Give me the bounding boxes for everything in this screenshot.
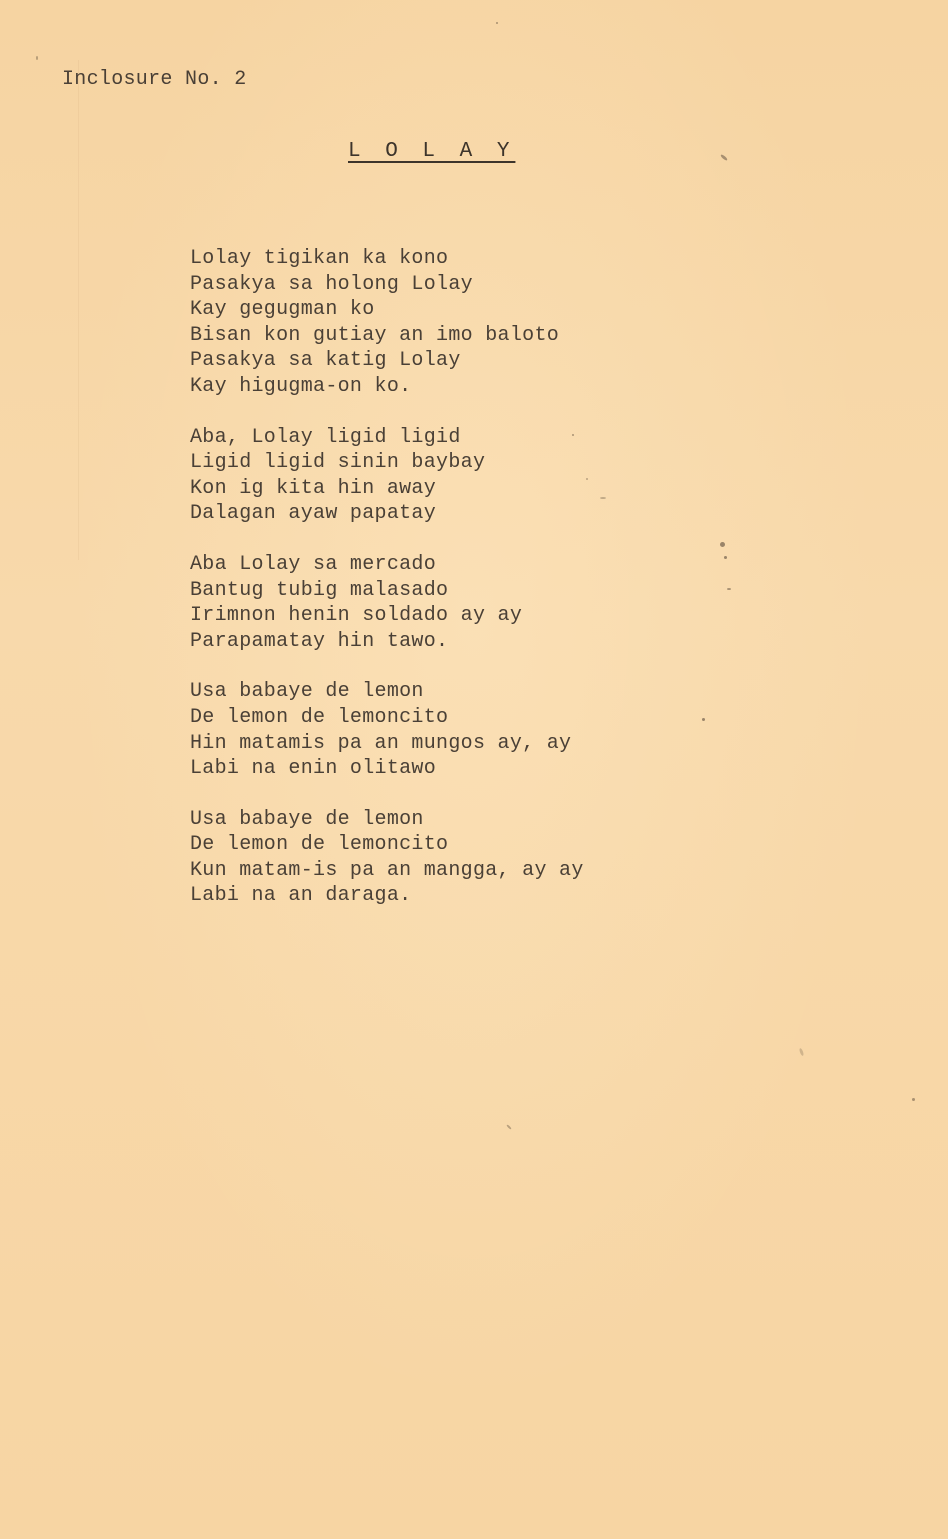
paper-speck [586,478,588,480]
paper-speck [496,22,498,24]
poem-line: Kun matam-is pa an mangga, ay ay [190,858,584,882]
poem-line: Kay gegugman ko [190,298,375,322]
poem-body [190,246,584,934]
poem-line: Pasakya sa holong Lolay [190,272,473,296]
paper-speck [727,588,731,590]
paper-speck [506,1124,512,1130]
poem-line: Hin matamis pa an mungos ay, ay [190,731,572,755]
margin-shadow [78,60,79,560]
paper-speck [724,556,727,559]
poem-line: Labi na enin olitawo [190,757,437,781]
paper-speck [600,497,606,499]
enclosure-label: Inclosure No. 2 [62,68,247,91]
poem-line: Irimnon henin soldado ay ay [190,604,523,628]
poem-line: Aba, Lolay ligid ligid [190,425,461,449]
stanza-4 [190,679,584,781]
poem-line: Ligid ligid sinin baybay [190,451,486,475]
paper-speck [720,542,725,547]
stanza-5 [190,807,584,909]
paper-speck [702,718,705,721]
paper-speck [572,434,574,436]
paper-speck [36,56,38,60]
poem-line: Kon ig kita hin away [190,476,437,500]
poem-line: Lolay tigikan ka kono [190,247,449,270]
paper-speck [799,1048,805,1057]
paper-speck [912,1098,915,1101]
poem-line: De lemon de lemoncito [190,705,449,729]
poem-line: Labi na an daraga. [190,884,412,908]
poem-line: Bantug tubig malasado [190,578,449,602]
paper-speck [720,154,728,161]
stanza-2 [190,425,584,527]
poem-line: Kay higugma-on ko. [190,374,412,398]
stanza-3 [190,552,584,654]
stanza-1 [190,246,584,400]
poem-line: Pasakya sa katig Lolay [190,349,461,373]
poem-line: Parapamatay hin tawo. [190,629,449,653]
poem-line: De lemon de lemoncito [190,833,449,857]
poem-line: Usa babaye de lemon [190,680,424,704]
poem-line: Dalagan ayaw papatay [190,502,437,526]
poem-line: Usa babaye de lemon [190,807,424,831]
poem-line: Aba Lolay sa mercado [190,552,437,576]
poem-title: L O L A Y [348,140,516,163]
poem-line: Bisan kon gutiay an imo baloto [190,323,560,347]
